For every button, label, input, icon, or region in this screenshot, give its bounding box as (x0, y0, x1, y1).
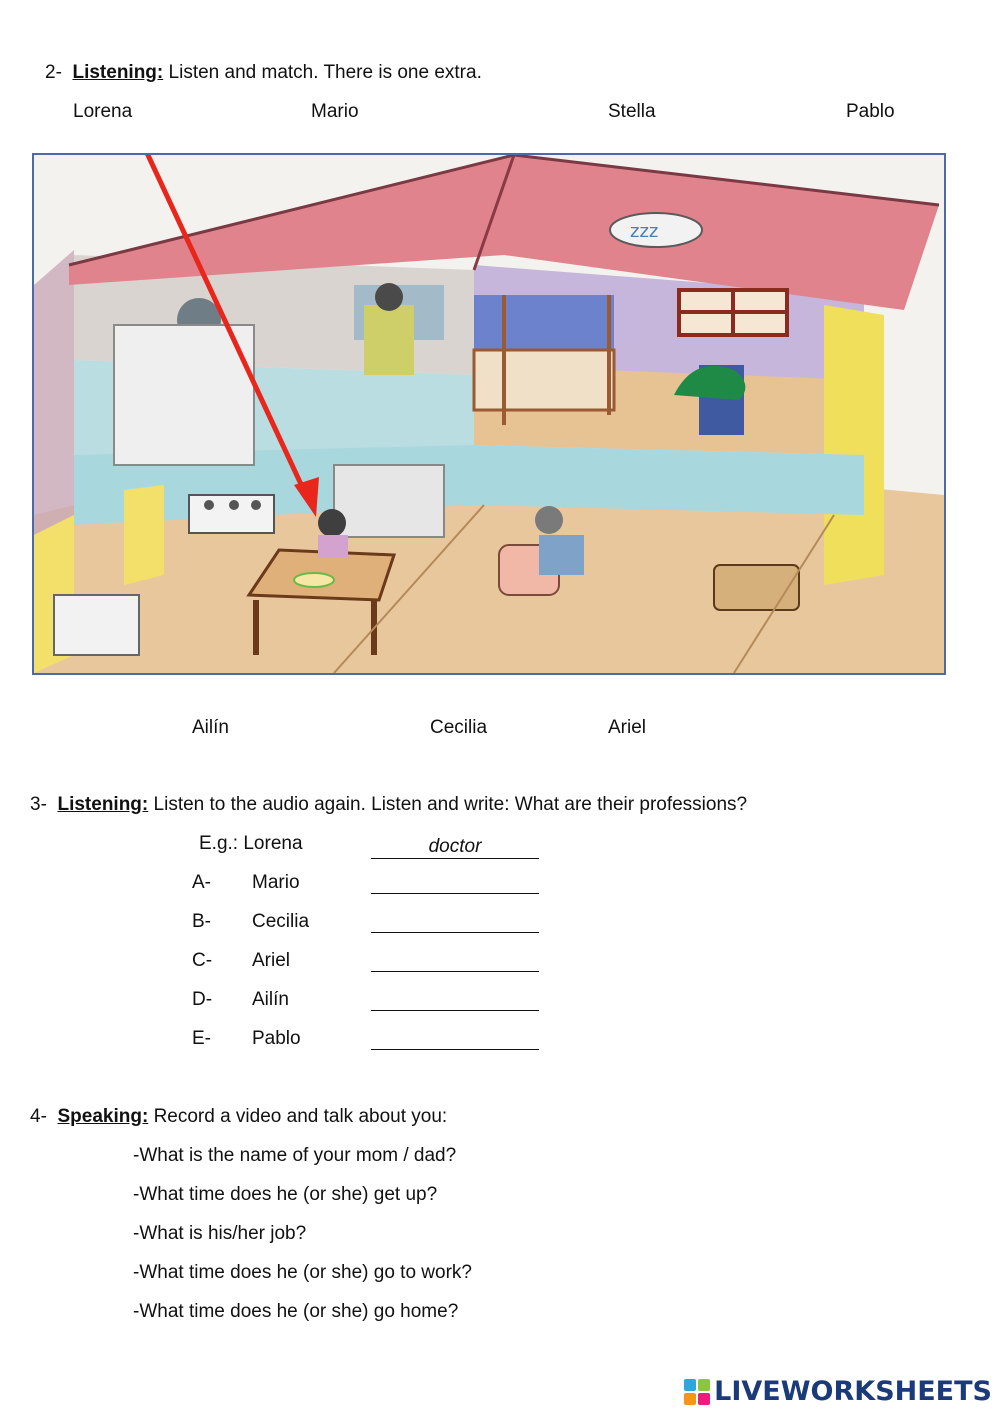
section-instruction: Record a video and talk about you: (153, 1106, 448, 1127)
house-illustration (32, 153, 946, 675)
section-title: Listening: (57, 794, 149, 815)
item-letter: B- (192, 911, 211, 932)
example-name: Lorena (243, 833, 303, 854)
item-letter: D- (192, 989, 213, 1010)
match-name-ariel[interactable]: Ariel (608, 717, 647, 738)
example-row (199, 833, 303, 855)
item-letter: E- (192, 1028, 211, 1049)
section-number: 3- (30, 794, 47, 815)
logo-badge-icon (684, 1379, 710, 1405)
section-title: Listening: (72, 62, 164, 83)
section-number: 2- (45, 62, 62, 83)
match-name-lorena[interactable]: Lorena (73, 101, 133, 122)
section-instruction: Listen to the audio again. Listen and write: What are their professions? (153, 794, 748, 815)
logo-text: LIVEWORKSHEETS (714, 1376, 992, 1407)
section-3-heading (30, 794, 747, 816)
section-2-heading (45, 62, 482, 84)
section-instruction: Listen and match. There is one extra. (168, 62, 482, 83)
item-name: Mario (252, 872, 300, 893)
speaking-question: -What time does he (or she) go home? (133, 1301, 459, 1322)
speaking-question: -What is his/her job? (133, 1223, 307, 1244)
speaking-question: -What time does he (or she) go to work? (133, 1262, 472, 1283)
item-name: Pablo (252, 1028, 301, 1049)
speaking-question: -What is the name of your mom / dad? (133, 1145, 457, 1166)
example-answer: doctor (371, 836, 539, 859)
match-name-ailin[interactable]: Ailín (192, 717, 229, 738)
sleep-bubble-text: zzz (630, 221, 659, 242)
match-name-pablo[interactable]: Pablo (846, 101, 895, 122)
section-title: Speaking: (57, 1106, 149, 1127)
liveworksheets-logo[interactable] (684, 1376, 992, 1407)
item-letter: A- (192, 872, 211, 893)
item-name: Cecilia (252, 911, 310, 932)
item-letter: C- (192, 950, 213, 971)
answer-blank-a[interactable] (371, 875, 539, 894)
section-4-heading (30, 1106, 447, 1128)
answer-blank-e[interactable] (371, 1031, 539, 1050)
match-name-mario[interactable]: Mario (311, 101, 359, 122)
item-name: Ailín (252, 989, 289, 1010)
match-name-cecilia[interactable]: Cecilia (430, 717, 488, 738)
speaking-question: -What time does he (or she) get up? (133, 1184, 438, 1205)
item-name: Ariel (252, 950, 291, 971)
match-name-stella[interactable]: Stella (608, 101, 656, 122)
section-number: 4- (30, 1106, 47, 1127)
answer-blank-d[interactable] (371, 992, 539, 1011)
answer-blank-b[interactable] (371, 914, 539, 933)
answer-blank-c[interactable] (371, 953, 539, 972)
example-prefix: E.g.: (199, 833, 239, 854)
